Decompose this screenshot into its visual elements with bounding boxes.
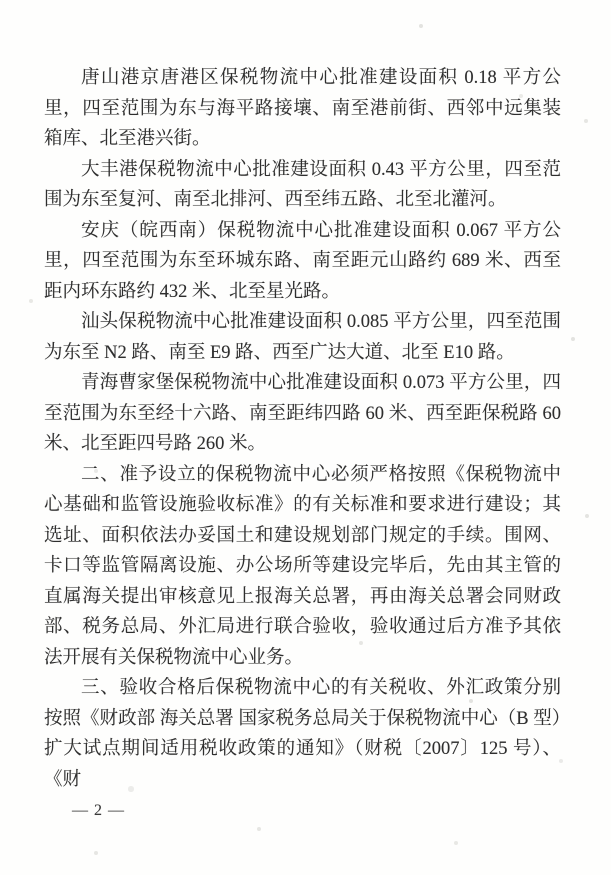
paragraph: 大丰港保税物流中心批准建设面积 0.43 平方公里，四至范围为东至复河、南至北排河、西至纬五路、北至北灌河。	[44, 159, 561, 210]
paragraph: 唐山港京唐港区保税物流中心批准建设面积 0.18 平方公里，四至范围为东与海平路接壤、南至港前街、西邻中远集装箱库、北至港兴街。	[44, 68, 561, 149]
scan-noise	[0, 0, 2, 2]
paragraph: 安庆（皖西南）保税物流中心批准建设面积 0.067 平方公里，四至范围为东至环城东路、南至距元山路约 689 米、西至距内环东路约 432 米、北至星光路。	[44, 220, 561, 302]
page-number: — 2 —	[72, 802, 125, 819]
paragraph: 青海曹家堡保税物流中心批准建设面积 0.073 平方公里，四至范围为东至经十六路、南至距纬四路 60 米、西至距保税路 60 米、北至距四号路 260 米。	[44, 373, 561, 454]
paragraph: 二、准予设立的保税物流中心必须严格按照《保税物流中心基础和监管设施验收标准》的有关标准和要求进行建设；其选址、面积依法办妥国土和建设规划部门规定的手续。围网、卡口等监管隔离设施、办公场所等建设完毕后，先由其主管的直属海关提出审核意见上报海关总署，再由海关总署会同财政部、税务总局、外汇局进行联合验收，验收通过后方准予其依法开展有关保税物流中心业务。	[44, 464, 561, 668]
paragraph: 三、验收合格后保税物流中心的有关税收、外汇政策分别按照《财政部 海关总署 国家税务总局关于保税物流中心（B 型）扩大试点期间适用税收政策的通知》（财税〔2007〕125 号）、《财	[44, 678, 561, 790]
document-body	[44, 63, 561, 795]
paragraph: 汕头保税物流中心批准建设面积 0.085 平方公里，四至范围为东至 N2 路、南至 E9 路、西至广达大道、北至 E10 路。	[44, 312, 561, 363]
